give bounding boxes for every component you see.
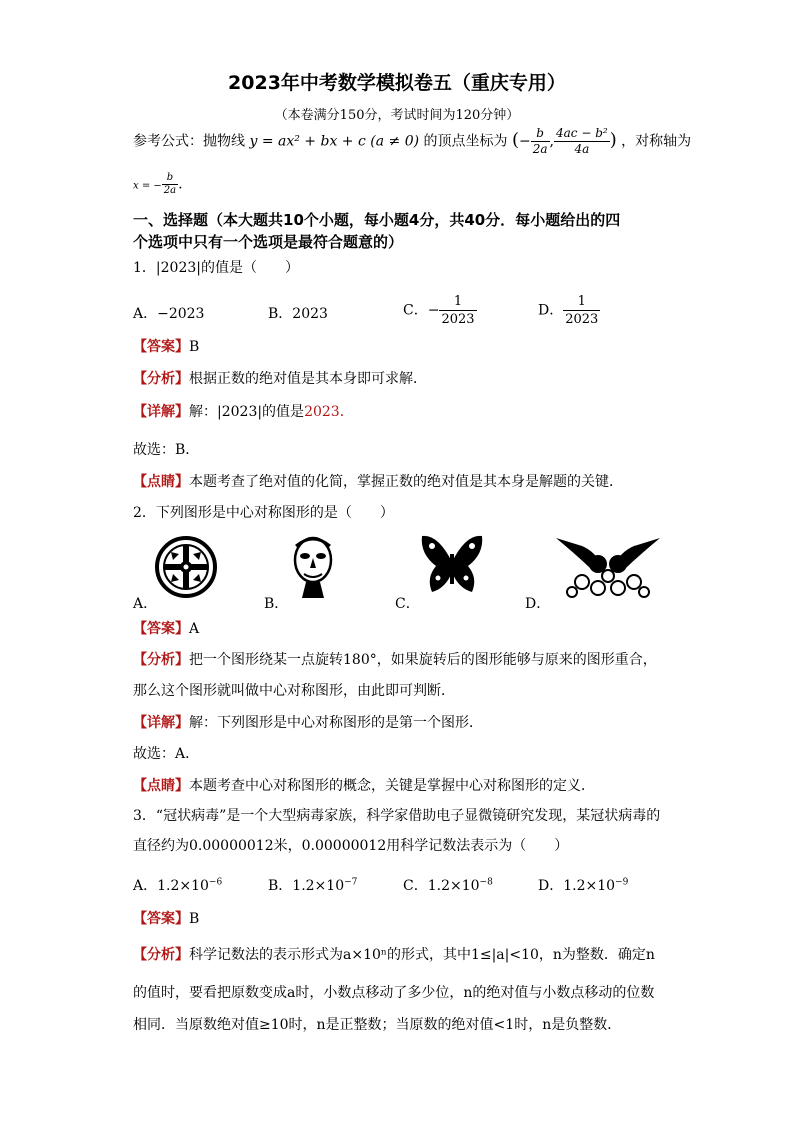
parabola-equation: y = ax² + bx + c (a ≠ 0)	[249, 133, 420, 150]
q1-analysis: 【分析】根据正数的绝对值是其本身即可求解．	[133, 371, 427, 387]
q3-stem-line2: 直径约为0.00000012米，0.00000012用科学记数法表示为（ ）	[133, 838, 569, 854]
q3-analysis-line1: 【分析】科学记数法的表示形式为a×10ⁿ的形式，其中1≤|a|<10，n为整数．确定n	[133, 947, 655, 963]
q3-option-c: C．$1.2\times 10^{-8}$	[403, 877, 493, 894]
q2-comment: 【点睛】本题考查中心对称图形的概念，关键是掌握中心对称图形的定义．	[133, 778, 595, 794]
q3-option-b: B．$1.2\times 10^{-7}$	[268, 877, 358, 894]
q1-option-b: B．2023	[268, 306, 328, 322]
q1-stem: 1．|2023|的值是（ ）	[133, 260, 299, 276]
q2-choice: 故选：A．	[133, 746, 200, 762]
q2-detail: 【详解】解：下列图形是中心对称图形的是第一个图形．	[133, 715, 483, 731]
q2-analysis-line2: 那么这个图形就叫做中心对称图形，由此即可判断．	[133, 683, 455, 699]
vertex-x-fraction: $\frac{b}{2a}$	[532, 126, 548, 156]
reference-formula: 参考公式：抛物线 y = ax² + bx + c (a ≠ 0) 的顶点坐标为 (− $\frac{b}{2a}$ , $\frac{\text{4ac − b²}}{4a}$ ) ，对称轴为	[133, 126, 692, 156]
section-heading-line1: 一、选择题（本大题共10个小题，每小题4分，共40分．每小题给出的四	[133, 211, 621, 229]
q3-stem-line1: 3．“冠状病毒”是一个大型病毒家族，科学家借助电子显微镜研究发现，某冠状病毒的	[133, 808, 661, 824]
q1-answer: 【答案】B	[133, 339, 200, 355]
q2-analysis-line1: 【分析】把一个图形绕某一点旋转180°，如果旋转后的图形能够与原来的图形重合，	[133, 652, 657, 668]
axis-formula: x = − $\frac{b}{2a}$ .	[133, 172, 183, 196]
ornament-circle-figure	[155, 536, 217, 598]
page-title: 2023年中考数学模拟卷五（重庆专用）	[228, 72, 566, 94]
q1-option-d: D． $\frac{1}{2023}$	[538, 294, 599, 327]
butterfly-figure	[418, 532, 486, 598]
q1-choice: 故选：B．	[133, 442, 200, 458]
q1-comment: 【点睛】本题考查了绝对值的化简，掌握正数的绝对值是其本身是解题的关键．	[133, 474, 623, 490]
q3-option-a: A．$1.2\times 10^{-6}$	[133, 877, 223, 894]
q2-label-b: B．	[264, 596, 289, 612]
q1-option-a: A．−2023	[133, 306, 205, 322]
q2-label-c: C．	[395, 596, 420, 612]
q2-label-d: D．	[525, 596, 551, 612]
vertex-y-fraction: $\frac{\text{4ac − b²}}{4a}$	[556, 126, 608, 156]
q1-option-c: C．− $\frac{1}{2023}$	[403, 294, 475, 327]
q3-answer: 【答案】B	[133, 911, 200, 927]
page-subtitle: （本卷满分150分，考试时间为120分钟）	[274, 108, 520, 123]
q3-analysis-line2: 的值时，要看把原数变成a时，小数点移动了多少位，n的绝对值与小数点移动的位数	[133, 985, 655, 1001]
q3-analysis-line3: 相同．当原数绝对值≥10时，n是正整数；当原数的绝对值<1时，n是负整数．	[133, 1017, 622, 1033]
q3-option-d: D．$1.2\times 10^{-9}$	[538, 877, 629, 894]
q2-label-a: A．	[133, 596, 158, 612]
q2-answer: 【答案】A	[133, 621, 200, 637]
q2-stem: 2．下列图形是中心对称图形的是（ ）	[133, 505, 394, 521]
section-heading-line2: 个选项中只有一个选项是最符合题意的）	[133, 233, 404, 251]
opera-mask-figure	[288, 532, 338, 602]
q1-detail: 【详解】解：|2023|的值是2023．	[133, 404, 354, 420]
birds-flowers-figure	[552, 532, 664, 600]
